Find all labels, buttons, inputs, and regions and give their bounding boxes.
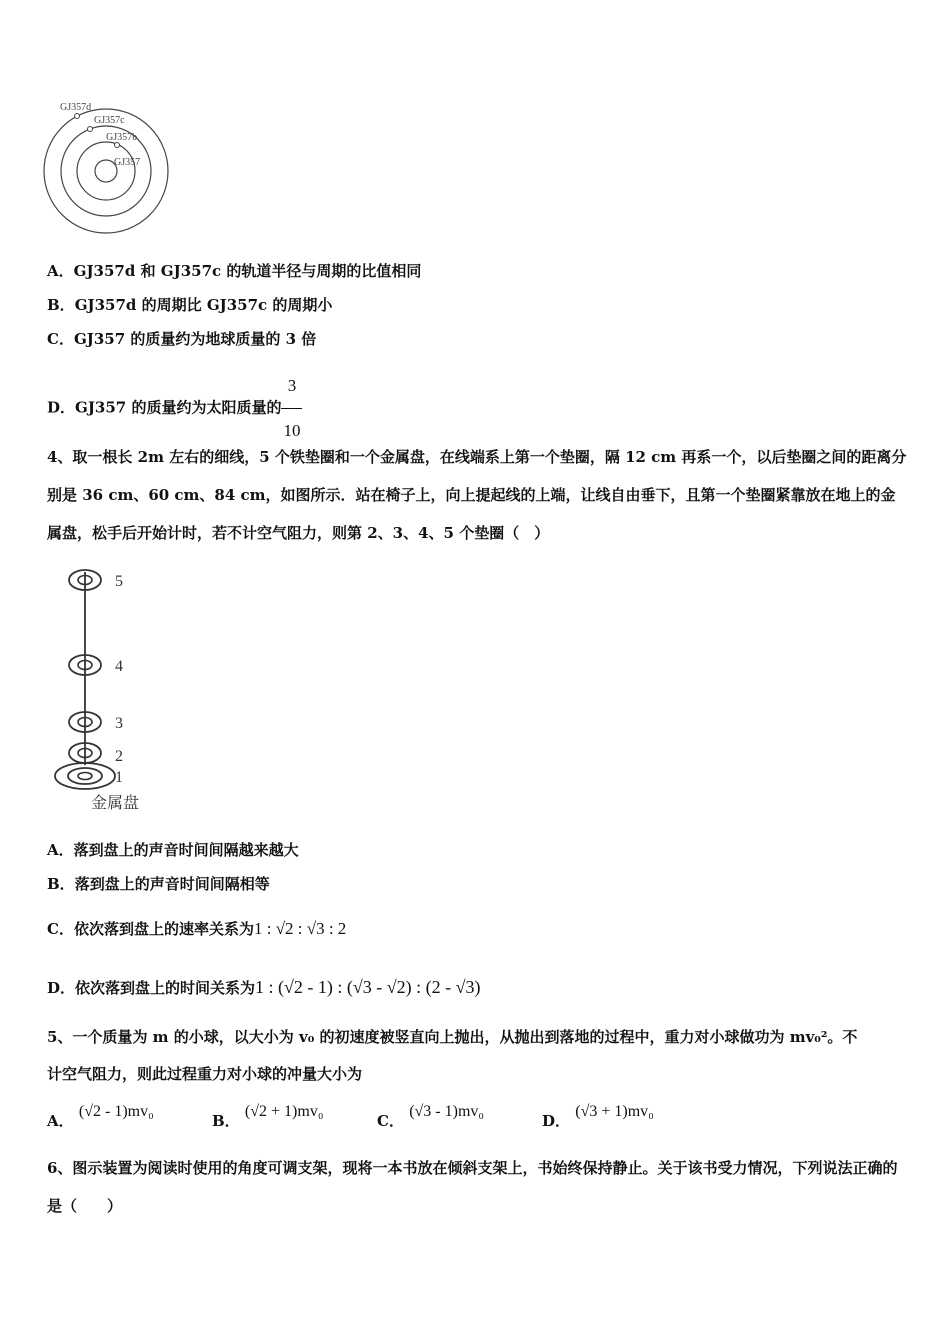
washer-1-on-plate [55,763,115,789]
orbit-label-star: GJ357 [114,157,141,168]
washer-label-4: 4 [115,658,123,675]
washer-label-3: 3 [115,715,123,732]
plate-label: 金属盘 [91,795,140,812]
velocity-ratio-formula: 1 : √2 : √3 : 2 [253,919,347,938]
q5-stem-line2: 计空气阻力，则此过程重力对小球的冲量大小为 [47,1065,363,1083]
q4-option-b-text: 落到盘上的声音时间间隔相等 [74,875,270,893]
q3-option-c-label: C． [47,330,74,348]
q4-option-b-label: B． [47,875,75,893]
q3-option-a-text: GJ357d 和 GJ357c 的轨道半径与周期的比值相同 [73,262,422,280]
q3-option-b-label: B． [47,296,75,314]
washer-label-1: 1 [115,769,123,786]
q4-option-d-label: D． [47,979,76,997]
q6-stem: 6、图示装置为阅读时使用的角度可调支架，现将一本书放在倾斜支架上，书始终保持静止。关于该书受力情况，下列说法正确的是（ ） [47,1159,898,1215]
q4-option-c-label: C． [47,920,74,938]
orbit-label-d: GJ357d [60,102,92,113]
q4-option-c[interactable] [47,915,346,943]
q3-option-c[interactable] [47,329,316,349]
planet-c [88,127,93,132]
q3-option-d-label: D． [47,398,76,417]
fraction-denominator: 10 [283,421,301,440]
q4-option-d-text: 依次落到盘上的时间关系为 [75,979,256,997]
q3-option-d-text: GJ357 的质量约为太阳质量的 [75,398,282,417]
q4-option-a-text: 落到盘上的声音时间间隔越来越大 [73,841,299,859]
orbit-diagram [40,95,180,235]
q5-option-d-formula: (√3 + 1)mv₀ [575,1103,654,1120]
q5-option-b[interactable] [212,1100,324,1130]
q5-option-b-formula: (√2 + 1)mv₀ [244,1103,324,1120]
washer-label-5: 5 [115,573,123,590]
planet-b [115,143,120,148]
q5-option-a-formula: (√2 - 1)mv₀ [78,1103,154,1120]
q5-option-c-label: C． [377,1112,404,1130]
q5-option-a-label: A． [47,1112,74,1130]
orbit-d [44,109,168,233]
washer-diagram [45,560,175,816]
washer-label-2: 2 [115,748,123,765]
orbit-b [77,142,135,200]
q4-option-a-label: A． [47,841,74,859]
q3-option-a[interactable] [47,261,421,281]
q3-option-a-label: A． [47,262,74,280]
q5-option-c[interactable] [377,1100,484,1130]
fraction-numerator: 3 [281,364,302,409]
q5-stem-line1: 5、一个质量为 m 的小球，以大小为 v₀ 的初速度被竖直向上抛出，从抛出到落地的过程中，重力对小球做功为 mv₀²。不 [47,1028,858,1046]
q5-option-a[interactable] [47,1100,154,1130]
time-ratio-formula: 1 : (√2 - 1) : (√3 - √2) : (2 - √3) [255,977,481,997]
q5-option-d-label: D． [542,1112,571,1130]
planet-d [75,114,80,119]
q3-option-b-text: GJ357d 的周期比 GJ357c 的周期小 [74,296,333,314]
q4-option-d[interactable] [47,972,481,1003]
q4-option-c-text: 依次落到盘上的速率关系为 [73,920,254,938]
orbit-label-b: GJ357b [106,132,138,143]
q3-option-c-text: GJ357 的质量约为地球质量的 3 倍 [73,330,317,348]
orbit-label-c: GJ357c [94,115,125,126]
q3-option-b[interactable] [47,295,332,315]
q5-option-b-label: B． [212,1112,240,1130]
q4-stem: 4、取一根长 2m 左右的细线，5 个铁垫圈和一个金属盘，在线端系上第一个垫圈，隔 12 cm 再系一个，以后垫圈之间的距离分别是 36 cm、60 cm、84 cm，如图所示．站在椅子上，向上提起线的上端，让线自由垂下，且第一个垫圈紧靠放在地上的金属盘，松手后开始计时，若不计空气阻力，则第 2、3、4、5 个垫圈（ ） [47,448,907,542]
q4-option-a[interactable] [47,840,299,860]
q4-option-b[interactable] [47,874,270,894]
q5-option-c-formula: (√3 - 1)mv₀ [409,1103,484,1120]
q5-option-d[interactable] [542,1100,654,1130]
